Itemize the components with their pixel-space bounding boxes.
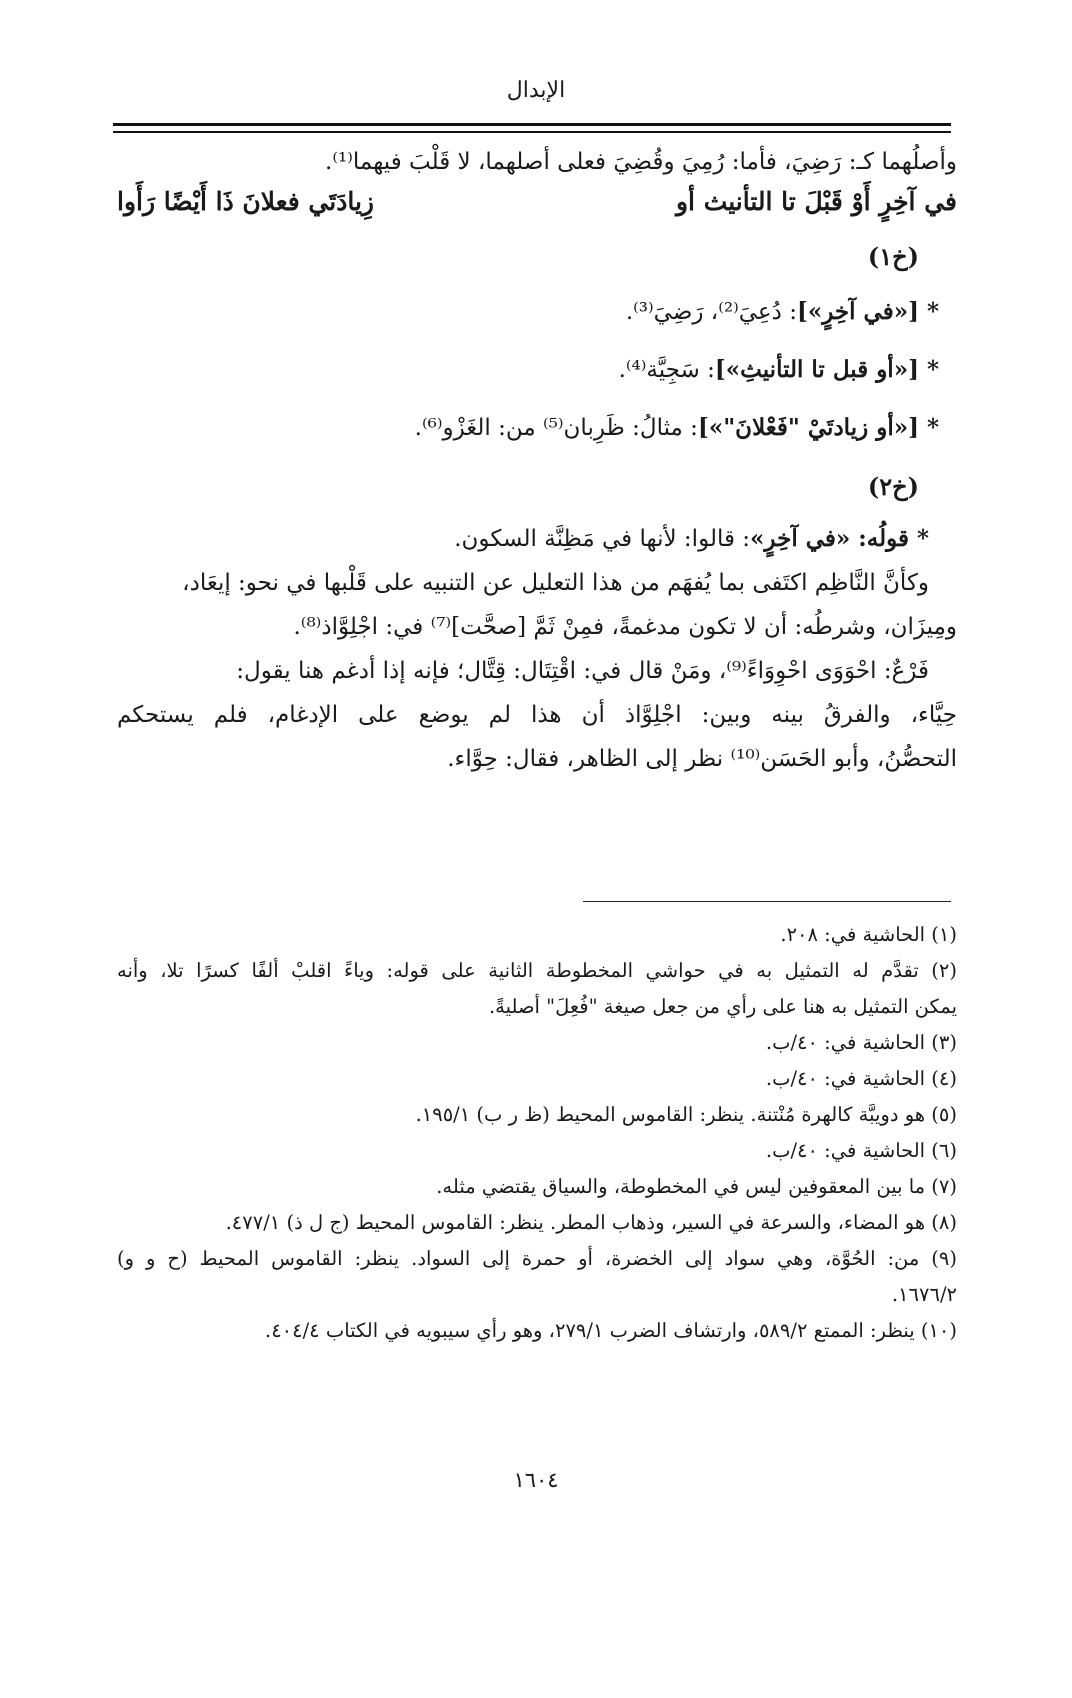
footnote: (٢) تقدَّم له التمثيل به في حواشي المخطوطة الثانية على قوله: وياءً اقلبْ ألفًا كسرًا تلا، وأنه [117, 959, 957, 982]
footnotes [117, 917, 957, 1349]
header-rule-thin [113, 131, 951, 133]
page-number: ١٦٠٤ [513, 1468, 559, 1492]
paragraph-lemma: * قولُه: «في آخِرٍ» [750, 525, 929, 552]
paragraph-3-line-2: حِيَّاء، والفرقُ بينه وبين: اجْلِوَّاذ أن هذا لم يوضع على الإدغام، فلم يستحكم [117, 702, 957, 728]
footnote: (٥) هو دويبَّة كالهرة مُنْتنة. ينظر: القاموس المحيط (ظ ر ب) ١٩٥/١. [415, 1103, 957, 1126]
paragraph-2-line-2: ومِيزَان، وشرطُه: أن لا تكون مدغمةً، فمِنْ ثَمَّ [صحَّت]⁽⁷⁾ في: اجْلِوَّاذ⁽⁸⁾. [293, 614, 957, 640]
footnote: ١٦٧٦/٢. [891, 1283, 957, 1306]
header-rule-thick [113, 123, 951, 126]
paragraph-3-line-1: فَرْعٌ: احْوَوَى احْوِوَاءً⁽⁹⁾، ومَنْ قال في: اقْتِتَال: قِتَّال؛ فإنه إذا أدغم هنا يقول: [236, 658, 929, 684]
footnote-separator [583, 901, 951, 902]
paragraph-3-line-3: التحصُّنُ، وأبو الحَسَن⁽¹⁰⁾ نظر إلى الظاهر، فقال: حِوَّاء. [447, 746, 957, 772]
gloss-lemma: * [«في آخِرٍ»] [796, 298, 939, 325]
footnote: (١٠) ينظر: الممتع ٥٨٩/٢، وارتشاف الضرب ٢٧٩/١، وهو رأي سيبويه في الكتاب ٤٠٤/٤. [264, 1319, 957, 1342]
gloss-item [117, 399, 957, 457]
intro-line: وأصلُهما كـ: رَضِيَ، فأما: رُمِيَ وقُضِيَ فعلى أصلهما، لا قَلْبَ فيهما⁽¹⁾. [325, 149, 957, 175]
gloss-item [117, 283, 957, 341]
footnote: (٤) الحاشية في: ٤٠/ب. [765, 1067, 957, 1090]
section-label-kh1: (خ١) [867, 242, 919, 271]
section-label-kh2: (خ٢) [867, 472, 919, 501]
paragraph-2-line-1: وكأنَّ النَّاظِم اكتَفى بما يُفهَم من هذا التعليل عن التنبيه على قَلْبها في نحو: إيعَاد، [182, 570, 929, 596]
footnote: (١) الحاشية في: ٢٠٨. [780, 923, 957, 946]
verse-line [117, 181, 957, 231]
verse-hemistich-right: في آخِرٍ أَوْ قَبْلَ تا التأنيث أو [675, 187, 957, 216]
verse-hemistich-left: زِيادَتَي فعلانَ ذَا أَيْضًا رَأَوا [117, 187, 374, 216]
gloss-item [117, 341, 957, 399]
running-header: الإبدال [506, 78, 566, 103]
footnote: (٦) الحاشية في: ٤٠/ب. [765, 1139, 957, 1162]
footnote: يمكن التمثيل به هنا على رأي من جعل صيغة "فُعِلَ" أصليةً. [488, 995, 957, 1018]
main-text [117, 143, 957, 781]
gloss-lemma: * [«أو قبل تا التأنيثِ»] [714, 356, 939, 383]
footnote: (٣) الحاشية في: ٤٠/ب. [765, 1031, 957, 1054]
gloss-text: : سَجِيَّة⁽⁴⁾. [618, 357, 715, 383]
gloss-lemma: * [«أو زيادتَيْ "فَعْلانَ"»] [697, 414, 939, 441]
paragraph-1 [117, 517, 957, 561]
paragraph-text: : قالوا: لأنها في مَظِنَّة السكون. [454, 526, 751, 552]
footnote: (٨) هو المضاء، والسرعة في السير، وذهاب المطر. ينظر: القاموس المحيط (ج ل ذ) ٤٧٧/١. [225, 1211, 957, 1234]
gloss-text: : مثالُ: ظَرِبان⁽⁵⁾ من: الغَزْو⁽⁶⁾. [414, 415, 698, 441]
gloss-text: : دُعِيَ⁽²⁾، رَضِيَ⁽³⁾. [625, 299, 797, 325]
footnote: (٩) من: الحُوَّة، وهي سواد إلى الخضرة، أو حمرة إلى السواد. ينظر: القاموس المحيط (ح و و) [117, 1247, 957, 1270]
footnote: (٧) ما بين المعقوفين ليس في المخطوطة، والسياق يقتضي مثله. [436, 1175, 957, 1198]
